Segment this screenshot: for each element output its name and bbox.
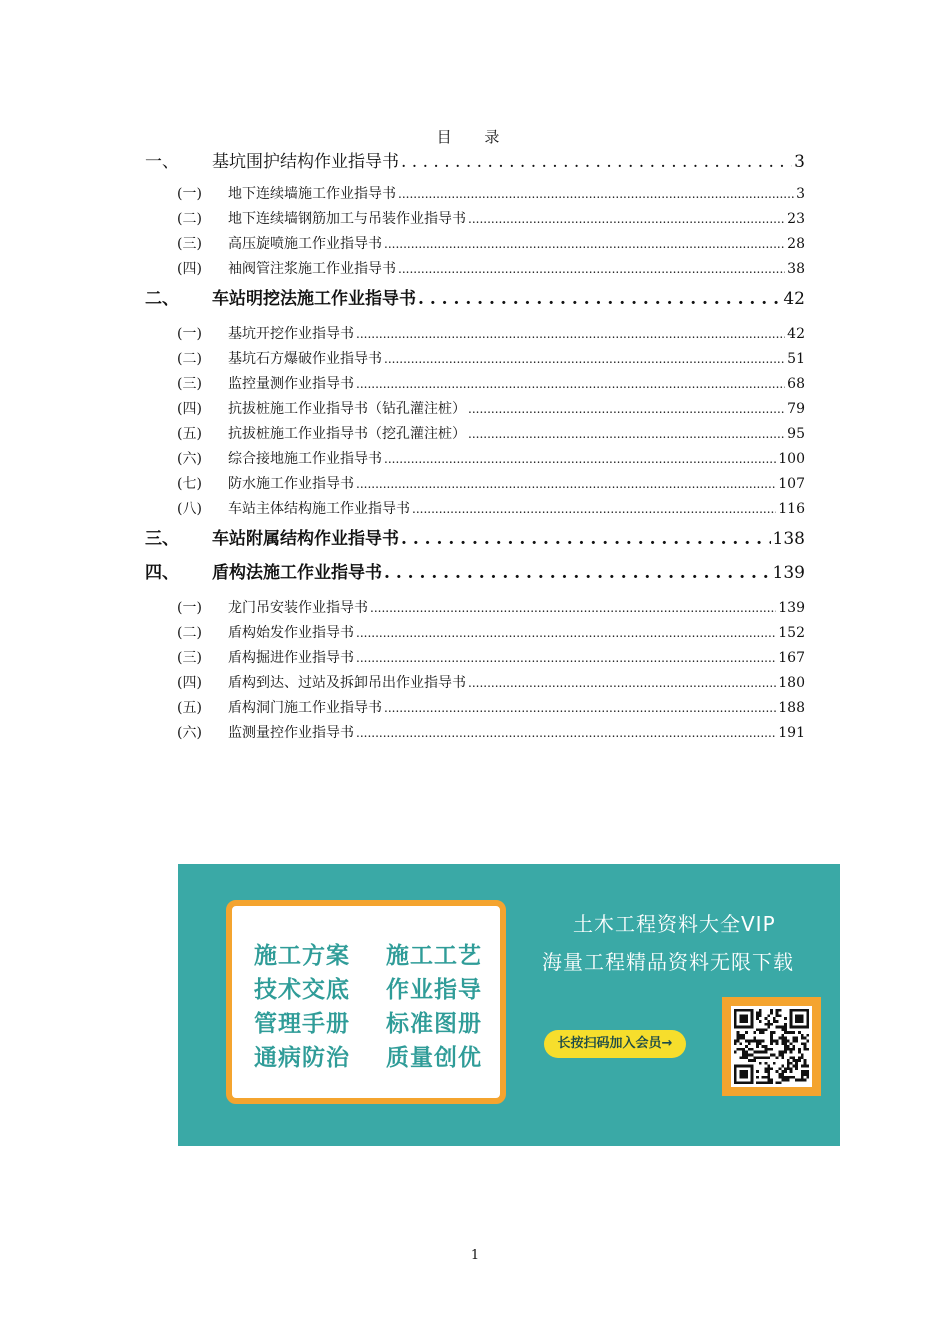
toc-entry-number: (五) bbox=[177, 700, 202, 716]
toc-entry-label: 龙门吊安装作业指导书 bbox=[228, 600, 368, 616]
toc-entry-number: (二) bbox=[177, 625, 202, 641]
toc-entry-number: (五) bbox=[177, 426, 202, 442]
toc-subentry[interactable] bbox=[145, 257, 805, 282]
toc-subentry[interactable] bbox=[145, 182, 805, 207]
dot-leader bbox=[384, 696, 776, 721]
toc-entry-number: (三) bbox=[177, 236, 202, 252]
promo-card-items bbox=[254, 940, 496, 1074]
toc-entry-label: 防水施工作业指导书 bbox=[228, 476, 354, 492]
toc-subentry[interactable] bbox=[145, 621, 805, 646]
promo-card-item: 质量创优 bbox=[386, 1045, 482, 1071]
join-member-button[interactable]: 长按扫码加入会员→ bbox=[544, 1030, 686, 1058]
toc-entry-page: 38 bbox=[787, 261, 805, 277]
toc-entry[interactable] bbox=[145, 148, 805, 176]
toc-entry-number: 三、 bbox=[145, 529, 179, 549]
toc-title: 目 录 bbox=[436, 128, 514, 146]
toc-entry-page: 139 bbox=[772, 563, 805, 583]
toc-entry-page: 79 bbox=[787, 401, 805, 417]
toc-entry-label: 高压旋喷施工作业指导书 bbox=[228, 236, 382, 252]
dot-leader bbox=[356, 721, 776, 746]
dot-leader bbox=[384, 347, 785, 372]
dot-leader bbox=[356, 621, 776, 646]
toc-subentry[interactable] bbox=[145, 646, 805, 671]
toc-entry-page: 116 bbox=[778, 501, 805, 517]
toc-entry-page: 42 bbox=[787, 326, 805, 342]
toc-subentry[interactable] bbox=[145, 671, 805, 696]
toc-entry-label: 盾构到达、过站及拆卸吊出作业指导书 bbox=[228, 675, 466, 691]
dot-leader bbox=[401, 148, 792, 176]
toc-entry-page: 3 bbox=[794, 152, 805, 172]
toc-entry-page: 152 bbox=[778, 625, 805, 641]
toc-entry-label: 基坑开挖作业指导书 bbox=[228, 326, 354, 342]
toc-entry-page: 188 bbox=[778, 700, 805, 716]
qr-code-frame[interactable] bbox=[722, 997, 821, 1096]
toc-entry-number: (四) bbox=[177, 675, 202, 691]
dot-leader bbox=[412, 497, 776, 522]
toc-entry-number: (六) bbox=[177, 725, 202, 741]
dot-leader bbox=[356, 322, 785, 347]
toc-entry-label: 盾构始发作业指导书 bbox=[228, 625, 354, 641]
toc-entry-label: 袖阀管注浆施工作业指导书 bbox=[228, 261, 396, 277]
dot-leader bbox=[468, 397, 785, 422]
toc-entry-page: 68 bbox=[787, 376, 805, 392]
table-of-contents bbox=[145, 148, 805, 746]
toc-entry-page: 100 bbox=[778, 451, 805, 467]
toc-entry-number: (三) bbox=[177, 376, 202, 392]
dot-leader bbox=[384, 556, 771, 590]
toc-entry-number: 二、 bbox=[145, 289, 179, 309]
toc-entry-page: 139 bbox=[778, 600, 805, 616]
dot-leader bbox=[398, 257, 785, 282]
toc-entry-number: (四) bbox=[177, 401, 202, 417]
toc-entry-label: 综合接地施工作业指导书 bbox=[228, 451, 382, 467]
dot-leader bbox=[356, 372, 785, 397]
toc-subentry[interactable] bbox=[145, 721, 805, 746]
toc-entry-number: (四) bbox=[177, 261, 202, 277]
banner-subtitle: 海量工程精品资料无限下载 bbox=[542, 950, 794, 974]
dot-leader bbox=[468, 671, 776, 696]
toc-entry-label: 盾构掘进作业指导书 bbox=[228, 650, 354, 666]
promo-card-item: 标准图册 bbox=[386, 1011, 482, 1037]
promo-card-item: 管理手册 bbox=[254, 1011, 350, 1037]
toc-entry-label: 监测量控作业指导书 bbox=[228, 725, 354, 741]
promo-card-item: 施工方案 bbox=[254, 943, 350, 969]
toc-entry-label: 地下连续墙钢筋加工与吊装作业指导书 bbox=[228, 211, 466, 227]
toc-entry-label: 车站明挖法施工作业指导书 bbox=[212, 289, 416, 309]
promo-card-item: 通病防治 bbox=[254, 1045, 350, 1071]
toc-entry-number: (一) bbox=[177, 326, 202, 342]
toc-entry[interactable] bbox=[145, 282, 805, 316]
toc-subentry[interactable] bbox=[145, 497, 805, 522]
toc-entry-page: 95 bbox=[787, 426, 805, 442]
dot-leader bbox=[356, 472, 776, 497]
toc-entry-number: (二) bbox=[177, 351, 202, 367]
toc-entry-number: (三) bbox=[177, 650, 202, 666]
toc-entry-page: 180 bbox=[778, 675, 805, 691]
toc-entry-page: 42 bbox=[783, 289, 805, 309]
toc-subentry[interactable] bbox=[145, 397, 805, 422]
dot-leader bbox=[356, 646, 776, 671]
promo-card-item: 施工工艺 bbox=[386, 943, 482, 969]
qr-code-icon bbox=[731, 1006, 812, 1087]
toc-subentry[interactable] bbox=[145, 696, 805, 721]
toc-entry-page: 3 bbox=[796, 186, 805, 202]
toc-entry-page: 28 bbox=[787, 236, 805, 252]
toc-entry-label: 盾构洞门施工作业指导书 bbox=[228, 700, 382, 716]
toc-entry-page: 23 bbox=[787, 211, 805, 227]
toc-subentry[interactable] bbox=[145, 447, 805, 472]
toc-entry-page: 138 bbox=[772, 529, 805, 549]
banner-title: 土木工程资料大全VIP bbox=[573, 912, 776, 936]
toc-subentry[interactable] bbox=[145, 322, 805, 347]
toc-entry-number: (一) bbox=[177, 600, 202, 616]
toc-subentry[interactable] bbox=[145, 596, 805, 621]
dot-leader bbox=[418, 282, 781, 316]
toc-entry-label: 盾构法施工作业指导书 bbox=[212, 563, 382, 583]
dot-leader bbox=[384, 232, 785, 257]
dot-leader bbox=[370, 596, 776, 621]
toc-entry-number: (七) bbox=[177, 476, 202, 492]
toc-subentry[interactable] bbox=[145, 347, 805, 372]
dot-leader bbox=[398, 182, 794, 207]
dot-leader bbox=[384, 447, 776, 472]
dot-leader bbox=[468, 207, 785, 232]
toc-entry-label: 基坑围护结构作业指导书 bbox=[212, 152, 399, 172]
dot-leader bbox=[468, 422, 785, 447]
toc-subentry[interactable] bbox=[145, 232, 805, 257]
toc-entry-number: 四、 bbox=[145, 563, 179, 583]
toc-subentry[interactable] bbox=[145, 472, 805, 497]
toc-entry-page: 191 bbox=[778, 725, 805, 741]
toc-entry-number: (六) bbox=[177, 451, 202, 467]
toc-entry-label: 监控量测作业指导书 bbox=[228, 376, 354, 392]
toc-entry-page: 51 bbox=[787, 351, 805, 367]
promo-card-item: 技术交底 bbox=[254, 977, 350, 1003]
toc-entry-label: 车站附属结构作业指导书 bbox=[212, 529, 399, 549]
toc-entry-number: (八) bbox=[177, 501, 202, 517]
toc-entry-number: 一、 bbox=[145, 152, 179, 172]
toc-entry-label: 抗拔桩施工作业指导书（挖孔灌注桩） bbox=[228, 426, 466, 442]
toc-entry-number: (二) bbox=[177, 211, 202, 227]
toc-entry[interactable] bbox=[145, 556, 805, 590]
promo-banner[interactable] bbox=[178, 864, 840, 1146]
toc-entry-page: 107 bbox=[778, 476, 805, 492]
page-number: 1 bbox=[470, 1248, 480, 1263]
dot-leader bbox=[401, 522, 771, 556]
toc-entry[interactable] bbox=[145, 522, 805, 556]
toc-entry-label: 地下连续墙施工作业指导书 bbox=[228, 186, 396, 202]
toc-subentry[interactable] bbox=[145, 372, 805, 397]
promo-card-item: 作业指导 bbox=[386, 977, 482, 1003]
toc-entry-page: 167 bbox=[778, 650, 805, 666]
toc-entry-label: 抗拔桩施工作业指导书（钻孔灌注桩） bbox=[228, 401, 466, 417]
toc-subentry[interactable] bbox=[145, 422, 805, 447]
toc-entry-label: 基坑石方爆破作业指导书 bbox=[228, 351, 382, 367]
toc-subentry[interactable] bbox=[145, 207, 805, 232]
toc-entry-label: 车站主体结构施工作业指导书 bbox=[228, 501, 410, 517]
promo-card bbox=[226, 900, 506, 1104]
toc-entry-number: (一) bbox=[177, 186, 202, 202]
